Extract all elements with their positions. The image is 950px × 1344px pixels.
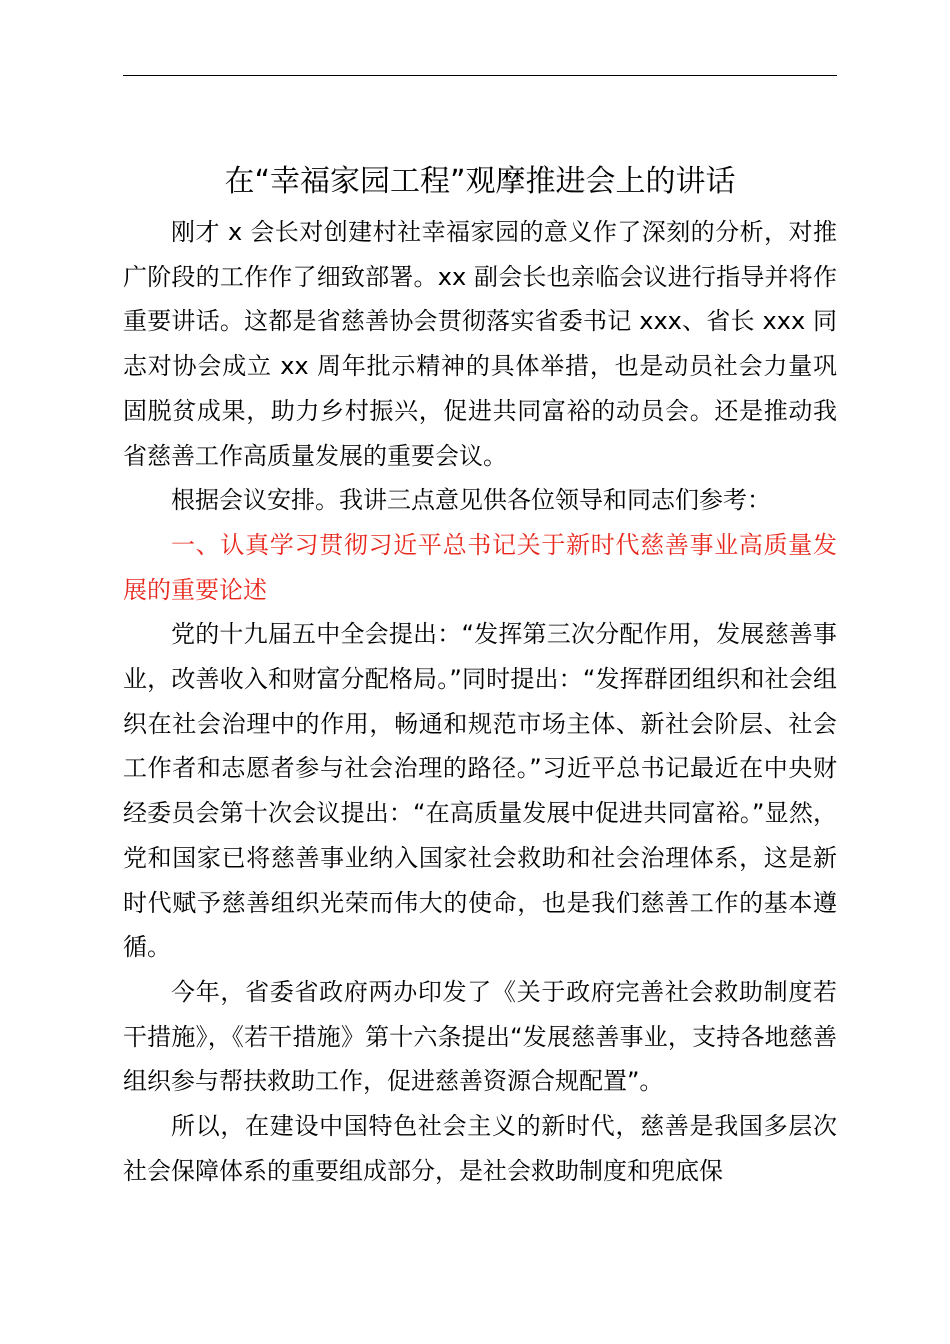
paragraph-party-plenum: 党的十九届五中全会提出：“发挥第三次分配作用，发展慈善事业，改善收入和财富分配格局。”同时提出：“发挥群团组织和社会组织在社会治理中的作用，畅通和规范市场主体、新社会阶层、社会工作者和志愿者参与社会治理的路径。”习近平总书记最近在中央财经委员会第十次会议提出：“在高质量发展中促进共同富裕。”显然，党和国家已将慈善事业纳入国家社会救助和社会治理体系，这是新时代赋予慈善组织光荣而伟大的使命，也是我们慈善工作的基本遵循。 [123, 620, 837, 962]
document-body [123, 210, 837, 1193]
header-rule [123, 75, 837, 76]
paragraph-provincial-measures: 今年，省委省政府两办印发了《关于政府完善社会救助制度若干措施》，《若干措施》第十六条提出“发展慈善事业，支持各地慈善组织参与帮扶救助工作，促进慈善资源合规配置”。 [123, 977, 837, 1096]
paragraph-arrangement: 根据会议安排。我讲三点意见供各位领导和同志们参考： [171, 486, 771, 515]
document-title: 在“幸福家园工程”观摩推进会上的讲话 [224, 164, 736, 200]
paragraph-opening: 刚才 x 会长对创建村社幸福家园的意义作了深刻的分析，对推广阶段的工作作了细致部署。xx 副会长也亲临会议进行指导并将作重要讲话。这都是省慈善协会贯彻落实省委书记 xxx、省长 xxx 同志对协会成立 xx 周年批示精神的具体举措，也是动员社会力量巩固脱贫成果，助力乡村振兴，促进共同富裕的动员会。还是推动我省慈善工作高质量发展的重要会议。 [123, 218, 837, 470]
section-heading-1: 一、认真学习贯彻习近平总书记关于新时代慈善事业高质量发展的重要论述 [123, 530, 837, 604]
paragraph-new-era: 所以，在建设中国特色社会主义的新时代，慈善是我国多层次社会保障体系的重要组成部分，是社会救助制度和兜底保 [123, 1112, 837, 1185]
